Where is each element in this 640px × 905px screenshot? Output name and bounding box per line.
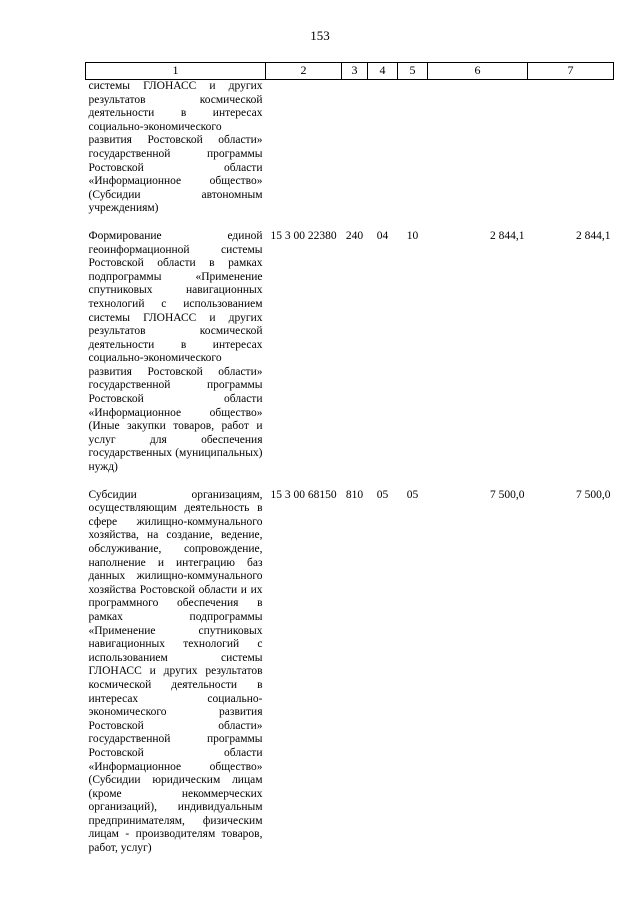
header-col-1: 1	[86, 63, 266, 80]
header-col-6: 6	[428, 63, 528, 80]
row-description: системы ГЛОНАСС и других результатов космической деятельности в интересах социально-экономического развития Ростовской области» государственной программы Ростовской области «Информационное общество» (Субсидии автономным учреждениям)	[88, 80, 263, 215]
row-vr	[342, 80, 368, 216]
row-description: Формирование единой геоинформационной системы Ростовской области в рамках подпрограммы «Применение спутниковых навигационных технологий с использованием системы ГЛОНАСС и других результатов космической деятельности в интересах социально-экономического развития Ростовской области» государственной программы Ростовской области «Информационное общество» (Иные закупки товаров, работ и услуг для обеспечения государственных (муниципальных) нужд)	[88, 229, 263, 474]
header-col-2: 2	[266, 63, 342, 80]
page-number: 153	[310, 28, 330, 43]
row-sum-1: 2 844,1	[490, 229, 525, 242]
table-row	[86, 80, 614, 216]
budget-table	[85, 62, 614, 856]
row-vr: 240	[345, 229, 364, 242]
row-sum-2: 2 844,1	[576, 229, 611, 242]
row-sum-1	[428, 80, 528, 216]
row-sum-2: 7 500,0	[576, 488, 611, 501]
row-code: 15 3 00 22380	[270, 229, 337, 242]
row-code	[266, 80, 342, 216]
table-row	[86, 230, 614, 475]
header-row	[86, 63, 614, 80]
header-col-3: 3	[342, 63, 368, 80]
row-pr: 05	[406, 488, 419, 501]
header-col-4: 4	[368, 63, 398, 80]
row-description: Субсидии организациям, осуществляющим деятельность в сфере жилищно-коммунального хозяйства, на создание, ведение, обслуживание, сопровождение, наполнение и интеграцию баз данных жилищно-коммунального хозяйства Ростовской области и их программного обеспечения в рамках подпрограммы «Применение спутниковых навигационных технологий с использованием системы ГЛОНАСС и других результатов космической деятельности в интересах социально-экономического развития Ростовской области» государственной программы Ростовской области «Информационное общество» (Субсидии юридическим лицам (кроме некоммерческих организаций), индивидуальным предпринимателям, физическим лицам - производителям товаров, работ, услуг)	[88, 488, 263, 855]
header-col-5: 5	[398, 63, 428, 80]
row-code: 15 3 00 68150	[270, 488, 337, 501]
table-row	[86, 489, 614, 856]
row-rz	[368, 80, 398, 216]
row-sum-2	[528, 80, 614, 216]
row-rz: 04	[376, 229, 389, 242]
row-vr: 810	[345, 488, 364, 501]
row-pr: 10	[406, 229, 419, 242]
header-col-7: 7	[528, 63, 614, 80]
row-pr	[398, 80, 428, 216]
row-rz: 05	[376, 488, 389, 501]
row-sum-1: 7 500,0	[490, 488, 525, 501]
